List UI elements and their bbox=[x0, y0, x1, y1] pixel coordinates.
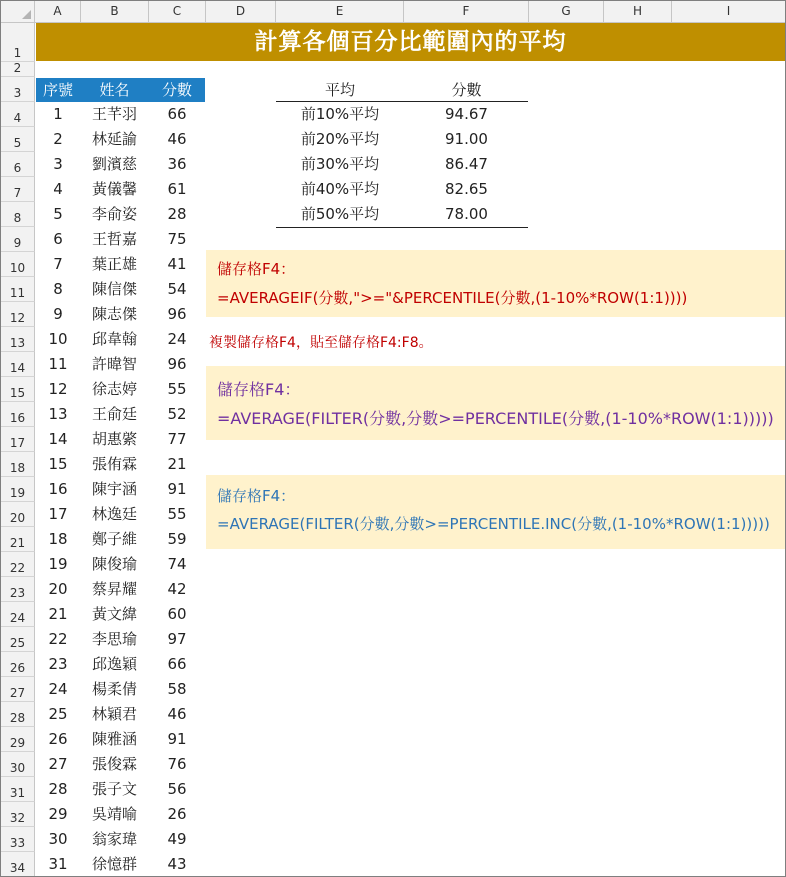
row-header-20[interactable] bbox=[1, 502, 35, 527]
formula-2-label[interactable]: 儲存格F4： bbox=[217, 380, 301, 399]
cell-name[interactable]: 葉正雄 bbox=[91, 255, 137, 273]
cell-index[interactable]: 29 bbox=[48, 805, 68, 823]
row-number: 2 bbox=[13, 61, 22, 75]
cell-score[interactable]: 56 bbox=[167, 780, 187, 798]
cell-index[interactable]: 25 bbox=[48, 705, 68, 723]
cell-score[interactable]: 26 bbox=[167, 805, 187, 823]
row-number: 24 bbox=[9, 611, 26, 625]
cell-name[interactable]: 邱韋翰 bbox=[91, 330, 137, 348]
row-header-11[interactable] bbox=[1, 277, 35, 302]
cell-name[interactable]: 黃儀馨 bbox=[91, 180, 137, 198]
row-number: 19 bbox=[9, 486, 26, 500]
row-header-9[interactable] bbox=[1, 227, 35, 252]
summary-value-cell[interactable]: 91.00 bbox=[445, 130, 488, 148]
cell-index[interactable]: 31 bbox=[48, 855, 68, 873]
row-number: 28 bbox=[9, 711, 26, 725]
select-all-triangle-icon bbox=[22, 10, 31, 19]
cell-index[interactable]: 5 bbox=[53, 205, 63, 223]
row-header-29[interactable] bbox=[1, 727, 35, 752]
row-header-34[interactable] bbox=[1, 852, 35, 877]
formula-3-text[interactable]: =AVERAGE(FILTER(分數,分數>=PERCENTILE.INC(分數,(1-10%*ROW(1:1))))) bbox=[217, 515, 770, 533]
summary-label-cell[interactable]: 前40%平均 bbox=[300, 180, 380, 198]
row-number: 31 bbox=[9, 786, 26, 800]
row-header-2[interactable] bbox=[1, 62, 35, 77]
summary-bottom-rule bbox=[276, 227, 528, 228]
cell-name[interactable]: 胡惠綮 bbox=[91, 430, 137, 448]
row-header-31[interactable] bbox=[1, 777, 35, 802]
row-header-16[interactable] bbox=[1, 402, 35, 427]
row-header-32[interactable] bbox=[1, 802, 35, 827]
cell-score[interactable]: 41 bbox=[167, 255, 187, 273]
row-number: 5 bbox=[13, 136, 22, 150]
cell-index[interactable]: 12 bbox=[48, 380, 68, 398]
cell-name[interactable]: 王俞廷 bbox=[91, 405, 137, 423]
cell-name[interactable]: 李俞姿 bbox=[91, 205, 137, 223]
cell-index[interactable]: 26 bbox=[48, 730, 68, 748]
cell-index[interactable]: 23 bbox=[48, 655, 68, 673]
row-number: 22 bbox=[9, 561, 26, 575]
row-header-5[interactable] bbox=[1, 127, 35, 152]
row-header-18[interactable] bbox=[1, 452, 35, 477]
cell-index[interactable]: 7 bbox=[53, 255, 63, 273]
cell-score[interactable]: 77 bbox=[167, 430, 187, 448]
cell-index[interactable]: 30 bbox=[48, 830, 68, 848]
cell-index[interactable]: 1 bbox=[53, 105, 63, 123]
row-number: 32 bbox=[9, 811, 26, 825]
row-header-1[interactable] bbox=[1, 23, 35, 62]
cell-score[interactable]: 52 bbox=[167, 405, 187, 423]
row-number: 33 bbox=[9, 836, 26, 850]
cell-score[interactable]: 42 bbox=[167, 580, 187, 598]
cell-name[interactable]: 邱逸穎 bbox=[91, 655, 137, 673]
row-number: 30 bbox=[9, 761, 26, 775]
header-name[interactable]: 姓名 bbox=[99, 81, 130, 99]
cell-index[interactable]: 2 bbox=[53, 130, 63, 148]
row-header-12[interactable] bbox=[1, 302, 35, 327]
select-all-corner[interactable] bbox=[1, 1, 35, 22]
cell-score[interactable]: 55 bbox=[167, 380, 187, 398]
row-header-10[interactable] bbox=[1, 252, 35, 277]
summary-header-average[interactable]: 平均 bbox=[324, 81, 355, 99]
cell-score[interactable]: 21 bbox=[167, 455, 187, 473]
row-header-28[interactable] bbox=[1, 702, 35, 727]
cell-index[interactable]: 24 bbox=[48, 680, 68, 698]
cell-score[interactable]: 46 bbox=[167, 705, 187, 723]
cell-name[interactable]: 陳宇涵 bbox=[91, 480, 137, 498]
cell-index[interactable]: 19 bbox=[48, 555, 68, 573]
column-header-e[interactable]: E bbox=[276, 1, 404, 22]
row-number: 11 bbox=[9, 286, 26, 300]
cell-index[interactable]: 13 bbox=[48, 405, 68, 423]
cell-index[interactable]: 3 bbox=[53, 155, 63, 173]
row-number: 27 bbox=[9, 686, 26, 700]
cell-index[interactable]: 22 bbox=[48, 630, 68, 648]
summary-value-cell[interactable]: 78.00 bbox=[445, 205, 488, 223]
row-header-22[interactable] bbox=[1, 552, 35, 577]
row-number: 3 bbox=[13, 86, 22, 100]
column-header-c[interactable]: C bbox=[149, 1, 206, 22]
row-number: 34 bbox=[9, 861, 26, 875]
cell-index[interactable]: 9 bbox=[53, 305, 63, 323]
cell-score[interactable]: 91 bbox=[167, 480, 187, 498]
formula-3-label[interactable]: 儲存格F4： bbox=[217, 487, 296, 505]
row-header-7[interactable] bbox=[1, 177, 35, 202]
cell-name[interactable]: 張侑霖 bbox=[91, 455, 137, 473]
cell-index[interactable]: 6 bbox=[53, 230, 63, 248]
row-header-23[interactable] bbox=[1, 577, 35, 602]
cell-name[interactable]: 黃文緯 bbox=[91, 605, 137, 623]
formula-1-text[interactable]: =AVERAGEIF(分數,">="&PERCENTILE(分數,(1-10%*ROW(1:1)))) bbox=[217, 289, 688, 307]
formula-1-label[interactable]: 儲存格F4： bbox=[217, 260, 296, 278]
cell-index[interactable]: 18 bbox=[48, 530, 68, 548]
cell-score[interactable]: 54 bbox=[167, 280, 187, 298]
cell-index[interactable]: 14 bbox=[48, 430, 68, 448]
cell-name[interactable]: 許暐智 bbox=[91, 355, 137, 373]
cell-name[interactable]: 蔡昇耀 bbox=[91, 580, 137, 598]
cell-score[interactable]: 66 bbox=[167, 655, 187, 673]
cell-name[interactable]: 翁家瑋 bbox=[91, 830, 137, 848]
cell-score[interactable]: 66 bbox=[167, 105, 187, 123]
cell-index[interactable]: 21 bbox=[48, 605, 68, 623]
cell-score[interactable]: 97 bbox=[167, 630, 187, 648]
column-header-h[interactable]: H bbox=[604, 1, 672, 22]
row-header-14[interactable] bbox=[1, 352, 35, 377]
row-number: 8 bbox=[13, 211, 22, 225]
cell-index[interactable]: 10 bbox=[48, 330, 68, 348]
row-header-19[interactable] bbox=[1, 477, 35, 502]
cell-score[interactable]: 59 bbox=[167, 530, 187, 548]
cell-score[interactable]: 91 bbox=[167, 730, 187, 748]
row-number: 14 bbox=[9, 361, 26, 375]
cell-index[interactable]: 17 bbox=[48, 505, 68, 523]
cell-index[interactable]: 8 bbox=[53, 280, 63, 298]
cell-score[interactable]: 24 bbox=[167, 330, 187, 348]
column-header-a[interactable]: A bbox=[35, 1, 81, 22]
summary-value-cell[interactable]: 94.67 bbox=[445, 105, 488, 123]
cell-score[interactable]: 36 bbox=[167, 155, 187, 173]
cell-name[interactable]: 陳信傑 bbox=[91, 280, 137, 298]
cell-name[interactable]: 吳靖喻 bbox=[91, 805, 137, 823]
row-number: 23 bbox=[9, 586, 26, 600]
row-number: 9 bbox=[13, 236, 22, 250]
column-header-f[interactable]: F bbox=[404, 1, 529, 22]
cell-index[interactable]: 16 bbox=[48, 480, 68, 498]
summary-label-cell[interactable]: 前20%平均 bbox=[300, 130, 380, 148]
row-header-4[interactable] bbox=[1, 102, 35, 127]
column-header-i[interactable]: I bbox=[726, 4, 731, 18]
column-header-d[interactable]: D bbox=[206, 1, 276, 22]
cell-name[interactable]: 劉濱慈 bbox=[91, 155, 137, 173]
cell-score[interactable]: 61 bbox=[167, 180, 187, 198]
cell-score[interactable]: 43 bbox=[167, 855, 187, 873]
cell-score[interactable]: 49 bbox=[167, 830, 187, 848]
row-header-21[interactable] bbox=[1, 527, 35, 552]
cell-score[interactable]: 96 bbox=[167, 355, 187, 373]
row-number: 26 bbox=[9, 661, 26, 675]
cell-score[interactable]: 58 bbox=[167, 680, 187, 698]
cell-score[interactable]: 76 bbox=[167, 755, 187, 773]
cell-index[interactable]: 20 bbox=[48, 580, 68, 598]
row-number: 10 bbox=[9, 261, 26, 275]
cell-score[interactable]: 46 bbox=[167, 130, 187, 148]
row-number: 29 bbox=[9, 736, 26, 750]
row-header-25[interactable] bbox=[1, 627, 35, 652]
cell-name[interactable]: 陳雅涵 bbox=[91, 730, 137, 748]
cell-name[interactable]: 陳志傑 bbox=[91, 305, 137, 323]
cell-name[interactable]: 李思瑜 bbox=[91, 630, 137, 648]
cell-score[interactable]: 74 bbox=[167, 555, 187, 573]
cell-index[interactable]: 11 bbox=[48, 355, 68, 373]
column-header-b[interactable]: B bbox=[81, 1, 149, 22]
cell-index[interactable]: 15 bbox=[48, 455, 68, 473]
row-header-33[interactable] bbox=[1, 827, 35, 852]
cell-name[interactable]: 陳俊瑜 bbox=[91, 555, 137, 573]
row-number: 1 bbox=[13, 46, 22, 60]
formula-2-text[interactable]: =AVERAGE(FILTER(分數,分數>=PERCENTILE(分數,(1-10%*ROW(1:1))))) bbox=[217, 409, 774, 428]
cell-name[interactable]: 王哲嘉 bbox=[91, 230, 137, 248]
cell-name[interactable]: 鄭子維 bbox=[91, 530, 137, 548]
row-number: 17 bbox=[9, 436, 26, 450]
row-number: 20 bbox=[9, 511, 26, 525]
row-header-8[interactable] bbox=[1, 202, 35, 227]
row-header-3[interactable] bbox=[1, 77, 35, 102]
cell-name[interactable]: 林延諭 bbox=[91, 130, 137, 148]
row-header-26[interactable] bbox=[1, 652, 35, 677]
cell-name[interactable]: 林逸廷 bbox=[91, 505, 137, 523]
summary-label-cell[interactable]: 前50%平均 bbox=[300, 205, 380, 223]
row-header-13[interactable] bbox=[1, 327, 35, 352]
row-number: 7 bbox=[13, 186, 22, 200]
cell-name[interactable]: 王芊羽 bbox=[91, 105, 137, 123]
cell-name[interactable]: 林穎君 bbox=[91, 705, 137, 723]
cell-name[interactable]: 徐憶群 bbox=[91, 855, 137, 873]
row-header-30[interactable] bbox=[1, 752, 35, 777]
row-header-6[interactable] bbox=[1, 152, 35, 177]
row-number: 21 bbox=[9, 536, 26, 550]
header-score[interactable]: 分數 bbox=[161, 81, 192, 99]
sheet-title[interactable]: 計算各個百分比範圍內的平均 bbox=[254, 29, 567, 55]
row-number: 6 bbox=[13, 161, 22, 175]
cell-index[interactable]: 27 bbox=[48, 755, 68, 773]
summary-label-cell[interactable]: 前30%平均 bbox=[300, 155, 380, 173]
summary-label-cell[interactable]: 前10%平均 bbox=[300, 105, 380, 123]
row-number: 25 bbox=[9, 636, 26, 650]
cell-name[interactable]: 張子文 bbox=[91, 780, 137, 798]
cell-name[interactable]: 張俊霖 bbox=[91, 755, 137, 773]
cell-name[interactable]: 徐志婷 bbox=[91, 380, 137, 398]
header-index[interactable]: 序號 bbox=[42, 81, 73, 99]
cell-index[interactable]: 4 bbox=[53, 180, 63, 198]
row-number: 13 bbox=[9, 336, 26, 350]
cell-score[interactable]: 60 bbox=[167, 605, 187, 623]
row-header-15[interactable] bbox=[1, 377, 35, 402]
cell-score[interactable]: 55 bbox=[167, 505, 187, 523]
row-number: 4 bbox=[13, 111, 22, 125]
row-number: 18 bbox=[9, 461, 26, 475]
row-header-24[interactable] bbox=[1, 602, 35, 627]
summary-value-cell[interactable]: 86.47 bbox=[445, 155, 488, 173]
summary-header-score[interactable]: 分數 bbox=[451, 81, 482, 99]
row-header-27[interactable] bbox=[1, 677, 35, 702]
summary-value-cell[interactable]: 82.65 bbox=[445, 180, 488, 198]
cell-name[interactable]: 楊柔倩 bbox=[91, 680, 137, 698]
row-number: 15 bbox=[9, 386, 26, 400]
copy-instruction-note[interactable]: 複製儲存格F4，貼至儲存格F4:F8。 bbox=[209, 335, 433, 351]
row-header-17[interactable] bbox=[1, 427, 35, 452]
cell-score[interactable]: 96 bbox=[167, 305, 187, 323]
row-number: 12 bbox=[9, 311, 26, 325]
cell-score[interactable]: 75 bbox=[167, 230, 187, 248]
row-number: 16 bbox=[9, 411, 26, 425]
cell-index[interactable]: 28 bbox=[48, 780, 68, 798]
cell-score[interactable]: 28 bbox=[167, 205, 187, 223]
column-header-g[interactable]: G bbox=[529, 1, 604, 22]
